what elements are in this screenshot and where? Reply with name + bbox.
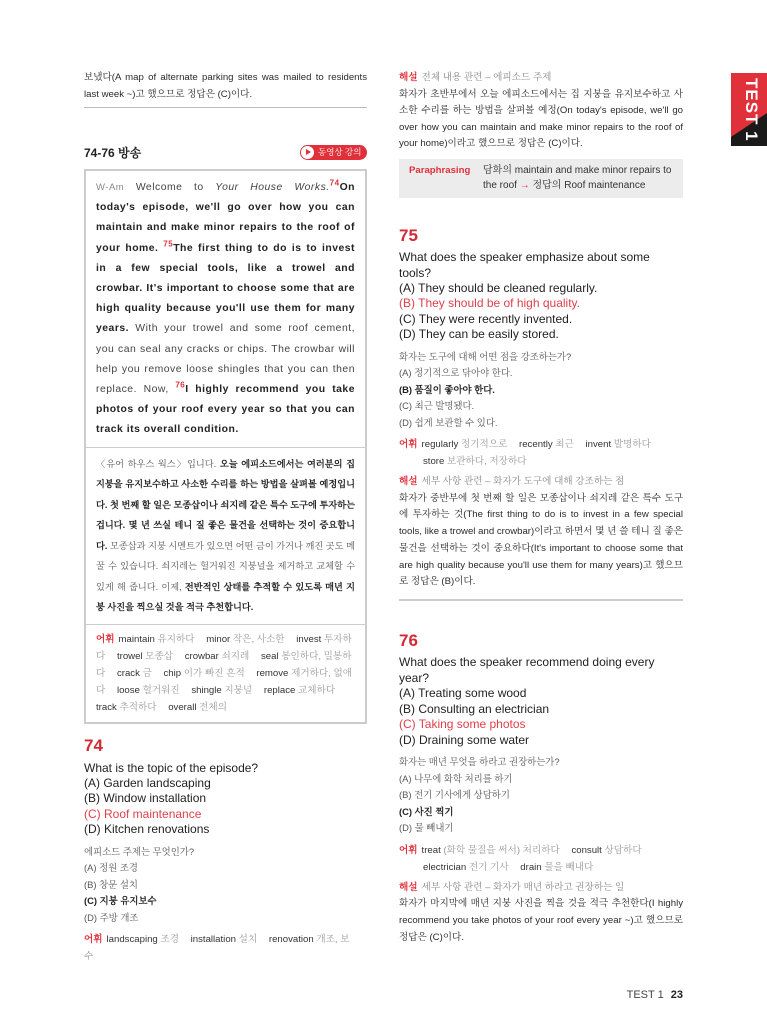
vocab-term: maintain <box>118 633 155 645</box>
passage-translation <box>86 447 365 624</box>
vocab-term: crowbar <box>184 650 219 662</box>
vocab-meaning: 제거하다, 없애다 <box>96 667 352 696</box>
vocab-term: track <box>96 701 117 713</box>
answer-choice-translation: (C) 최근 발명됐다. <box>399 400 475 411</box>
answer-choice: (A) Treating some wood <box>399 686 527 701</box>
question-number: 75 <box>399 225 418 245</box>
passage-vocab <box>86 624 365 722</box>
play-icon <box>301 146 314 159</box>
previous-explanation-tail: 보냈다(A map of alternate parking sites was mailed to residents last week ~)고 했으므로 정답은 (C)이다. <box>84 72 367 100</box>
marker-number: 75 <box>163 239 174 249</box>
passage-segment: With your trowel and some roof cement, you can seal any cracks or chips. The crowbar will help you remove loose shingles that you can then replace. Now, <box>96 323 355 396</box>
question-number: 76 <box>399 631 418 651</box>
vocab-label: 어휘 <box>84 934 103 946</box>
footer-test-label: TEST 1 <box>626 989 664 1002</box>
vocab-meaning: 헐거워진 <box>142 684 180 696</box>
left-column <box>84 70 367 965</box>
passage-segment: 오늘 에피소드에서는 여러분의 집 지붕을 유지보수하고 사소한 수리를 하는 방법을 살펴볼 예정입니다. 첫 번째 할 일은 모종삽이나 쇠지레 같은 특수 도구에 투자하는 겁니다. 몇 년 쓰실 테니 질 좋은 물건을 선택하는 것이 중요합니다. <box>96 458 355 551</box>
answer-choice-translation: (B) 전기 기사에게 상담하기 <box>399 789 510 801</box>
answer-choice: (D) Kitchen renovations <box>84 822 210 837</box>
explanation-text: 화자가 중반부에 첫 번째 할 일은 모종삽이나 쇠지레 같은 특수 도구에 투자하는 것(The first thing to do is to invest in a few special tools, like a trowel and crowbar)이라고 하면서 몇 년 쓸 테니 질 좋은 물건을 선택하는 것이 중요하다(It's important to choose some that are high quality because you'll use them for many years)고 했으므로 정답은 (B)이다. <box>399 492 683 588</box>
passage-segment: 〈유어 하우스 웍스〉입니다. <box>96 458 220 469</box>
vocab-term: recently <box>519 439 553 450</box>
passage-segment: Welcome to <box>135 182 216 193</box>
paraphrasing-box <box>399 159 683 198</box>
answer-choice: (C) Roof maintenance <box>84 806 202 821</box>
right-column <box>399 70 683 947</box>
divider <box>399 599 683 601</box>
vocab-meaning: 교체하다 <box>298 684 336 696</box>
vocab-term: treat <box>421 844 441 856</box>
explanation-74 <box>399 70 683 153</box>
paraphrasing-label: Paraphrasing <box>409 164 471 176</box>
vocab-meaning: 모종삽 <box>145 650 174 662</box>
passage-segment: I highly recommend you take photos of your roof every year so that you can track its overall condition. <box>96 384 355 436</box>
video-lecture-button[interactable] <box>300 145 367 160</box>
speaker-label: W-Am <box>96 182 125 193</box>
answer-choice-translation: (D) 물 빼내기 <box>399 822 454 834</box>
vocab-term: invest <box>296 633 322 645</box>
vocab-term: remove <box>256 667 289 679</box>
vocab-term: regularly <box>421 439 459 450</box>
question-text: What is the topic of the episode? <box>84 760 259 775</box>
answer-choice-translation: (A) 나무에 화학 처리를 하기 <box>399 772 513 784</box>
vocab-meaning: 발명하다 <box>613 439 651 450</box>
vocab-meaning: 최근 <box>555 439 574 450</box>
answer-choice: (B) Consulting an electrician <box>399 701 550 716</box>
answer-choice: (C) Taking some photos <box>399 717 526 732</box>
vocab-meaning: (화학 물질을 써서) 처리하다 <box>443 844 560 856</box>
answer-choice: (D) Draining some water <box>399 732 530 747</box>
passage-segment: 전반적인 상태를 추적할 수 있도록 매년 지붕 사진을 찍으실 것을 적극 추천합니다. <box>96 581 355 613</box>
vocab-meaning: 금 <box>142 667 152 679</box>
script-box <box>84 169 367 724</box>
vocab-label: 어휘 <box>399 844 418 856</box>
explanation-label: 해설 <box>399 881 418 893</box>
question-number: 74 <box>84 735 103 755</box>
passage-segment: Your House Works. <box>215 182 330 193</box>
question-74 <box>84 736 367 966</box>
test-side-tab <box>731 73 767 146</box>
question-translation: 화자는 매년 무엇을 하라고 권장하는가? <box>399 756 560 768</box>
vocab-term: drain <box>520 861 542 873</box>
paraphrase-answer: 정답의 Roof maintenance <box>532 179 646 191</box>
answer-choice-translation: (A) 정원 조경 <box>84 862 138 874</box>
answer-choice-translation: (A) 정기적으로 닦아야 한다. <box>399 367 513 378</box>
vocab-term: trowel <box>116 650 143 662</box>
vocab-term: seal <box>260 650 279 662</box>
vocab-meaning: 유지하다 <box>157 633 195 645</box>
paraphrase-source: 담화의 maintain and make minor repairs to the roof <box>483 164 672 191</box>
answer-choice-translation: (D) 주방 개조 <box>84 911 139 923</box>
section-title: 74-76 방송 <box>84 146 142 160</box>
explanation-text: 화자가 초반부에서 오늘 에피소드에서는 집 지붕을 유지보수하고 사소한 수리를 하는 방법을 살펴볼 예정(On today's episode, we'll go over how you can maintain and make minor repairs to the roof of your home)이라고 했으므로 정답은 (C)이다. <box>399 88 683 149</box>
vocab-meaning: 작은, 사소한 <box>232 633 285 645</box>
vocab-term: landscaping <box>106 934 158 946</box>
vocab-term: loose <box>116 684 140 696</box>
vocab-term: store <box>423 456 445 467</box>
vocab-label: 어휘 <box>96 633 115 645</box>
vocab-term: consult <box>571 844 602 856</box>
vocab-meaning: 투자하다 <box>96 633 352 662</box>
question-75 <box>399 226 683 592</box>
question-text: What does the speaker recommend doing every year? <box>399 655 655 686</box>
section-header <box>84 144 367 161</box>
vocab-meaning: 전체의 <box>199 701 227 713</box>
answer-choice: (A) They should be cleaned regularly. <box>399 280 598 295</box>
vocab-term: invent <box>585 439 612 450</box>
vocab-meaning: 정기적으로 <box>461 439 508 450</box>
passage-segment: On today's episode, we'll go over how you can maintain and make minor repairs to the roof of your home. <box>96 182 356 254</box>
answer-choice-translation: (C) 지붕 유지보수 <box>84 895 157 907</box>
explanation-text: 화자가 마지막에 매년 지붕 사진을 찍을 것을 적극 추천한다(I highly recommend you take photos of your roof every year ~)고 했으므로 정답은 (C)이다. <box>399 898 683 943</box>
vocab-meaning: 지붕널 <box>224 684 253 696</box>
explanation-title: 세부 사항 관련 – 화자가 도구에 대해 강조하는 점 <box>421 476 625 487</box>
vocab-term: renovation <box>268 934 314 946</box>
arrow-icon: → <box>519 179 530 191</box>
vocab-term: minor <box>206 633 231 645</box>
side-tab-label: TEST 1 <box>742 78 761 142</box>
video-lecture-label: 동영상 강의 <box>318 147 362 157</box>
explanation-label: 해설 <box>399 72 418 83</box>
answer-choice-translation: (B) 품질이 좋아야 한다. <box>399 383 495 395</box>
page-number: 23 <box>670 989 683 1002</box>
answer-choice: (C) They were recently invented. <box>399 311 573 326</box>
question-76 <box>399 631 683 946</box>
answer-choice-translation: (D) 쉽게 보관할 수 있다. <box>399 416 498 428</box>
vocab-meaning: 개조, 보수 <box>84 934 350 963</box>
vocab-term: electrician <box>423 861 467 873</box>
passage-segment: The first thing to do is to invest in a few special tools, like a trowel and crowbar. It's important to choose some that are high quality because you'll use them for many years. <box>96 242 356 335</box>
divider <box>84 107 367 108</box>
vocab-meaning: 전기 기사 <box>468 861 509 873</box>
vocab-meaning: 이가 빠진 흔적 <box>183 667 245 679</box>
marker-number: 76 <box>175 380 186 390</box>
vocab-term: chip <box>163 667 182 679</box>
vocab-meaning: 설치 <box>238 934 258 946</box>
vocab-meaning: 상담하다 <box>604 844 642 856</box>
answer-choice: (A) Garden landscaping <box>84 775 211 790</box>
vocab-meaning: 추적하다 <box>119 701 157 713</box>
page-footer <box>0 989 683 1001</box>
vocab-meaning: 물을 빼내다 <box>544 861 594 873</box>
vocab-meaning: 봉인하다, 밀봉하다 <box>96 650 352 679</box>
answer-choice: (B) They should be of high quality. <box>399 296 580 310</box>
question-translation: 화자는 도구에 대해 어떤 점을 강조하는가? <box>399 350 572 362</box>
vocab-term: overall <box>168 701 197 713</box>
question-translation: 에피소드 주제는 무엇인가? <box>84 845 195 857</box>
explanation-title: 전체 내용 관련 – 에피소드 주제 <box>421 72 552 83</box>
vocab-term: replace <box>263 684 296 696</box>
answer-choice-translation: (C) 사진 찍기 <box>399 805 454 817</box>
vocab-term: crack <box>116 667 140 679</box>
answer-choice: (D) They can be easily stored. <box>399 327 559 341</box>
answer-choice: (B) Window installation <box>84 791 207 806</box>
vocab-meaning: 쇠지레 <box>221 650 250 662</box>
passage-english <box>86 171 365 447</box>
passage-segment: 모종삽과 지붕 시멘트가 있으면 어떤 금이 가거나 깨진 곳도 메꿀 수 있습니다. 쇠지레는 헐거워진 지붕널을 제거하고 교체할 수 있게 해 줍니다. 이제, <box>96 540 355 592</box>
vocab-label: 어휘 <box>399 439 418 450</box>
vocab-meaning: 보관하다, 저장하다 <box>447 456 527 467</box>
question-text: What does the speaker emphasize about some tools? <box>399 249 650 280</box>
explanation-title: 세부 사항 관련 – 화자가 매년 하라고 권장하는 일 <box>421 881 625 893</box>
vocab-term: installation <box>190 934 236 946</box>
marker-number: 74 <box>329 178 340 188</box>
answer-choice-translation: (B) 창문 설치 <box>84 878 138 890</box>
vocab-meaning: 조경 <box>160 934 179 946</box>
vocab-term: shingle <box>191 684 222 696</box>
explanation-label: 해설 <box>399 476 418 487</box>
